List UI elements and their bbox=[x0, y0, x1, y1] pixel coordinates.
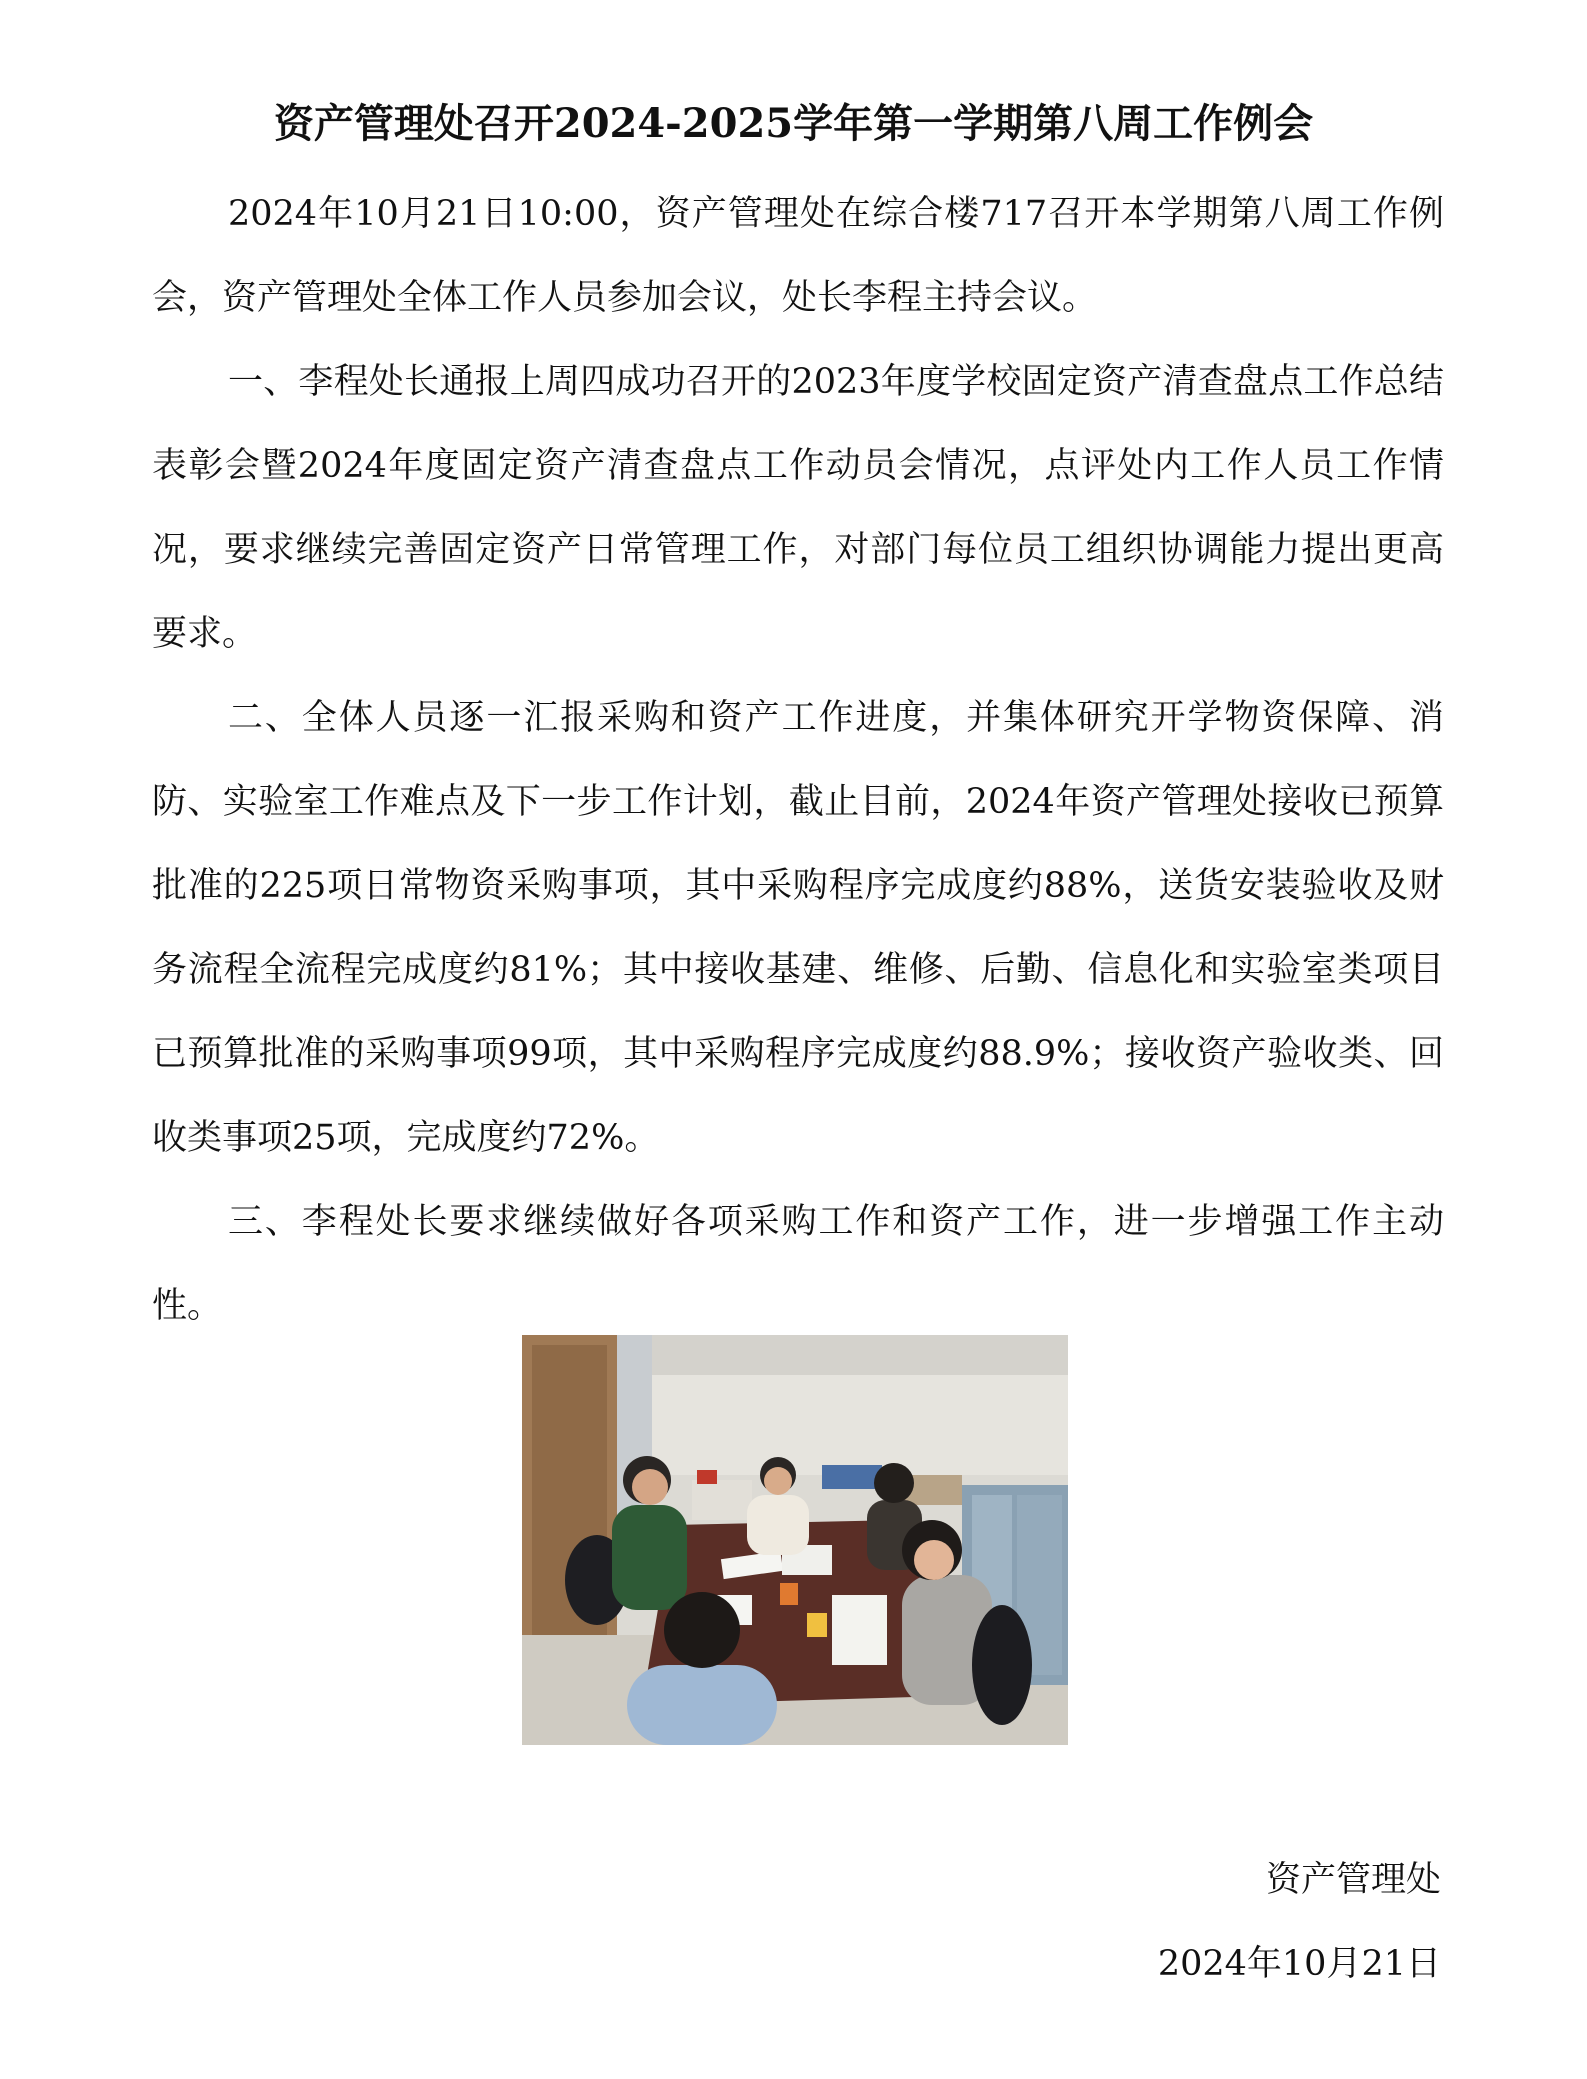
document-body bbox=[152, 172, 1444, 1348]
document-title: 资产管理处召开2024-2025学年第一学期第八周工作例会 bbox=[273, 100, 1314, 147]
paragraph-item-2: 二、全体人员逐一汇报采购和资产工作进度，并集体研究开学物资保障、消防、实验室工作难点及下一步工作计划，截止目前，2024年资产管理处接收已预算批准的225项日常物资采购事项，其中采购程序完成度约88%，送货安装验收及财务流程全流程完成度约81%；其中接收基建、维修、后勤、信息化和实验室类项目已预算批准的采购事项99项，其中采购程序完成度约88.9%；接收资产验收类、回收类事项25项，完成度约72%。 bbox=[152, 698, 1444, 1158]
paragraph-intro: 2024年10月21日10:00，资产管理处在综合楼717召开本学期第八周工作例会，资产管理处全体工作人员参加会议，处长李程主持会议。 bbox=[152, 194, 1444, 318]
meeting-photo bbox=[522, 1335, 1068, 1745]
signature-department: 资产管理处 bbox=[1265, 1860, 1441, 1900]
signature-date: 2024年10月21日 bbox=[1157, 1944, 1441, 1984]
paragraph-item-1: 一、李程处长通报上周四成功召开的2023年度学校固定资产清查盘点工作总结表彰会暨2024年度固定资产清查盘点工作动员会情况，点评处内工作人员工作情况，要求继续完善固定资产日常管理工作，对部门每位员工组织协调能力提出更高要求。 bbox=[152, 362, 1444, 654]
paragraph-item-3: 三、李程处长要求继续做好各项采购工作和资产工作，进一步增强工作主动性。 bbox=[152, 1202, 1444, 1326]
